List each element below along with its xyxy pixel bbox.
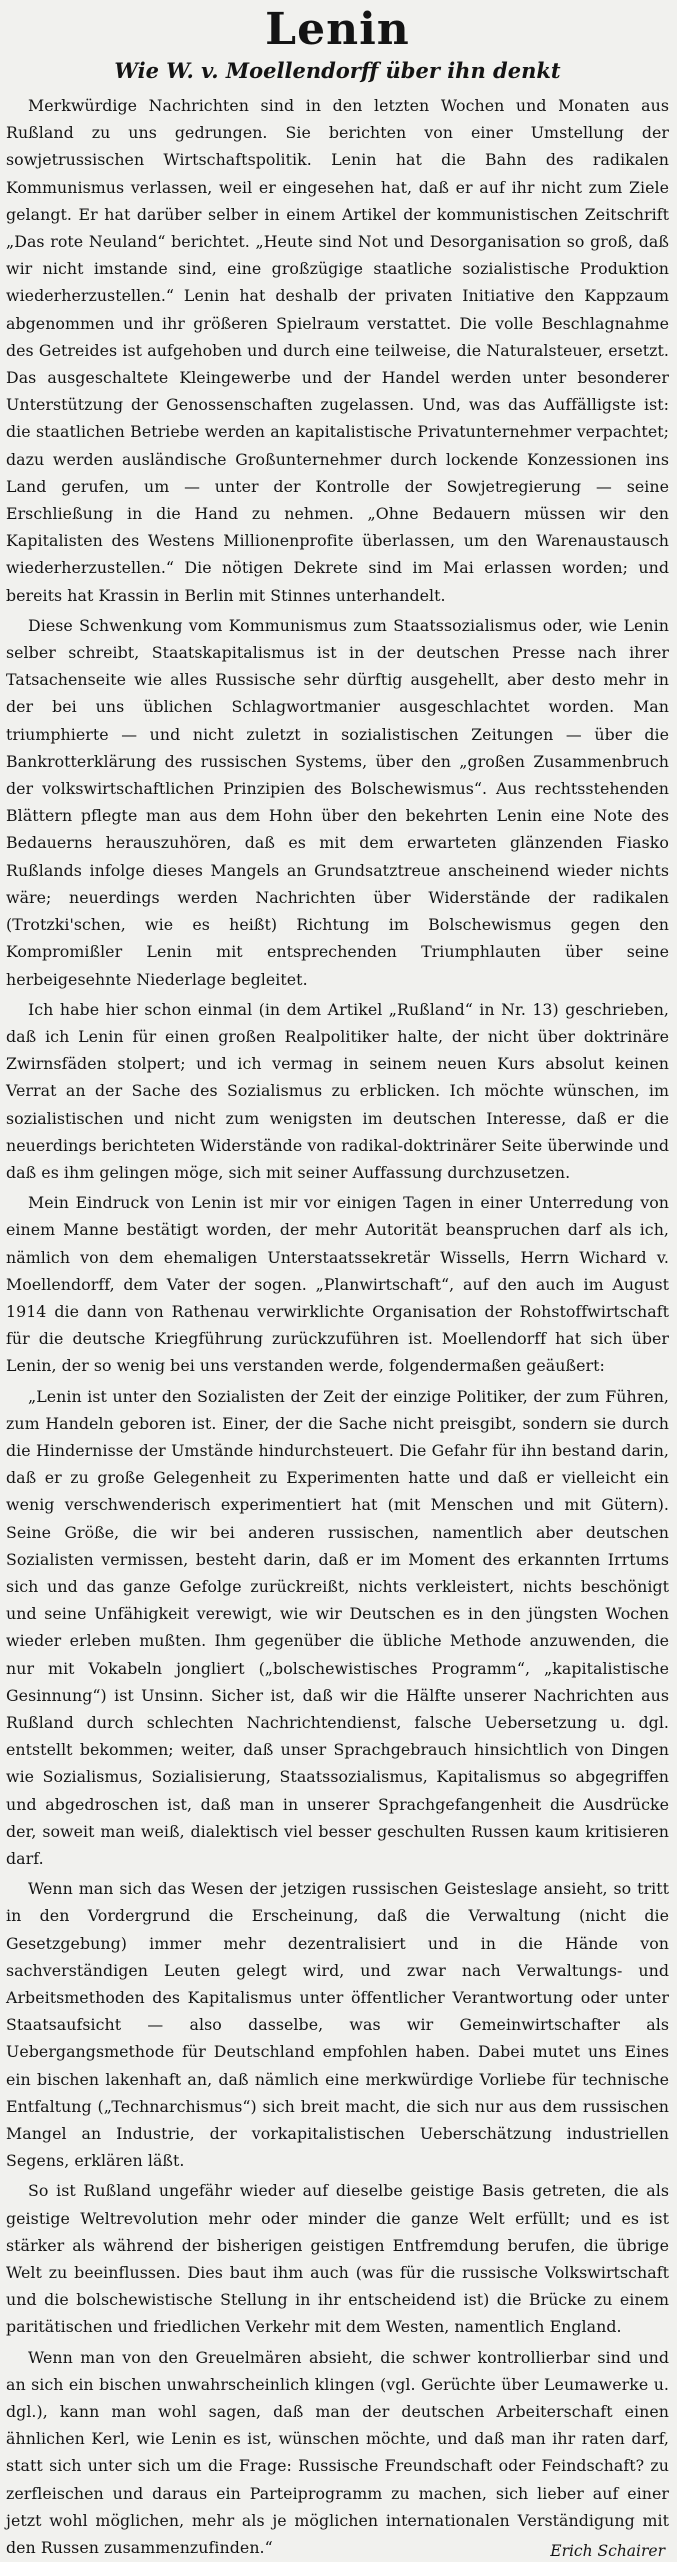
article-paragraph: Merkwürdige Nachrichten sind in den letzten Wochen und Monaten aus Rußland zu uns gedrungen. Sie berichten von einer Umstellung der sowjetrussischen Wirtschaftspolitik. Lenin hat die Bahn des radikalen Kommunismus verlassen, weil er eingesehen hat, daß er auf ihr nicht zum Ziele gelangt. Er hat darüber selber in einem Artikel der kommunistischen Zeitschrift „Das rote Neuland“ berichtet. „Heute sind Not und Desorganisation so groß, daß wir nicht imstande sind, eine großzügige staatliche sozialistische Produktion wiederherzustellen.“ Lenin hat deshalb der privaten Initiative den Kappzaum abgenommen und ihr größeren Spielraum verstattet. Die volle Beschlagnahme des Getreides ist aufgehoben und durch eine teilweise, die Naturalsteuer, ersetzt. Das ausgeschaltete Kleingewerbe und der Handel werden unter besonderer Unterstützung der Genossenschaften zugelassen. Und, was das Auffälligste ist: die staatlichen Betriebe werden an kapitalistische Privatunternehmer verpachtet; dazu werden ausländische Großunternehmer durch lockende Konzessionen ins Land gerufen, um — unter der Kontrolle der Sowjetregierung — seine Erschließung in die Hand zu nehmen. „Ohne Bedauern müssen wir den Kapitalisten des Westens Millionenprofite überlassen, um den Warenaustausch wiederherzustellen.“ Die nötigen Dekrete sind im Mai erlassen worden; und bereits hat Krassin in Berlin mit Stinnes unterhandelt. [6,96,669,605]
article-headline: Lenin [265,4,410,55]
article-quote-paragraph: Wenn man von den Greuelmären absieht, die schwer kontrollierbar sind und an sich ein bischen unwahrscheinlich klingen (vgl. Gerüchte über Leumawerke u. dgl.), kann man wohl sagen, daß man der deutschen Arbeiterschaft einen ähnlichen Kerl, wie Lenin es ist, wünschen möchte, und daß man ihr raten darf, statt sich unter sich um die Frage: Russische Freundschaft oder Feindschaft? zu zerfleischen und daraus ein Parteiprogramm zu machen, sich lieber auf einer jetzt wohl möglichen, mehr als je möglichen internationalen Verständigung mit den Russen zusammenzufinden.“ [6,2347,669,2558]
article-quote-paragraph: So ist Rußland ungefähr wieder auf dieselbe geistige Basis getreten, die als geistige Weltrevolution mehr oder minder die ganze Welt erfüllt; und es ist stärker als während der bisherigen geistigen Entfremdung berufen, die übrige Welt zu beeinflussen. Dies baut ihm auch (was für die russische Volkswirtschaft und die bolschewistische Stellung in ihr entscheidend ist) die Brücke zu einem paritätischen und friedlichen Verkehr mit dem Westen, namentlich England. [6,2181,669,2337]
article-paragraph: Ich habe hier schon einmal (in dem Artikel „Rußland“ in Nr. 13) geschrieben, daß ich Lenin für einen großen Realpolitiker halte, der nicht über doktrinäre Zwirnsfäden stolpert; und ich vermag in seinem neuen Kurs absolut keinen Verrat an der Sache des Sozialismus zu erblicken. Ich möchte wünschen, im sozialistischen und nicht zum wenigsten im deutschen Interesse, daß er die neuerdings berichteten Widerstände von radikal-doktrinärer Seite überwinde und daß es ihm gelingen möge, sich mit seiner Auffassung durchzusetzen. [6,999,669,1182]
author-signature: Erich Schairer [550,2542,665,2561]
article-paragraph: Diese Schwenkung vom Kommunismus zum Staatssozialismus oder, wie Lenin selber schreibt, Staatskapitalismus ist in der deutschen Presse nach ihrer Tatsachenseite wie alles Russische sehr dürftig ausgehellt, aber desto mehr in der bei uns üblichen Schlagwortmanier ausgeschlachtet worden. Man triumphierte — und nicht zuletzt in sozialistischen Zeitungen — über die Bankrotterklärung des russischen Systems, über den „großen Zusammenbruch der volkswirtschaftlichen Prinzipien des Bolschewismus“. Aus rechtsstehenden Blättern pflegte man aus dem Hohn über den bekehrten Lenin eine Note des Bedauerns herauszuhören, daß es mit dem erwarteten glänzenden Fiasko Rußlands infolge dieses Mangels an Grundsatztreue anscheinend wieder nichts wäre; neuerdings werden Nachrichten über Widerstände der radikalen (Trotzki'schen, wie es heißt) Richtung im Bolschewismus gegen den Kompromißler Lenin mit entsprechenden Triumphlauten über seine herbeigesehnte Niederlage begleitet. [6,615,669,989]
article-body [6,92,669,2561]
article-subheadline: Wie W. v. Moellendorff über ihn denkt [114,58,561,83]
article-paragraph: Mein Eindruck von Lenin ist mir vor einigen Tagen in einer Unterredung von einem Manne bestätigt worden, der mehr Autorität beanspruchen darf als ich, nämlich von dem ehemaligen Unterstaatssekretär Wissells, Herrn Wichard v. Moellendorff, dem Vater der sogen. „Planwirtschaft“, auf den auch im August 1914 die dann von Rathenau verwirklichte Organisation der Rohstoffwirtschaft für die deutsche Kriegführung zurückzuführen ist. Moellendorff hat sich über Lenin, der so wenig bei uns verstanden werde, folgendermaßen geäußert: [6,1193,669,1376]
article-quote-paragraph: „Lenin ist unter den Sozialisten der Zeit der einzige Politiker, der zum Führen, zum Handeln geboren ist. Einer, der die Sache nicht preisgibt, sondern sie durch die Hindernisse der Umstände hindurchsteuert. Die Gefahr für ihn bestand darin, daß er zu große Gelegenheit zu Experimenten hatte und daß er vielleicht ein wenig verschwenderisch experimentiert hat (mit Menschen und mit Gütern). Seine Größe, die wir bei anderen russischen, namentlich aber deutschen Sozialisten vermissen, besteht darin, daß er im Moment des erkannten Irrtums sich und das ganze Gefolge zurückreißt, nichts verkleistert, nichts beschönigt und seine Unfähigkeit verewigt, wie wir Deutschen es in den jüngsten Wochen wieder erleben mußten. Ihm gegenüber die übliche Methode anzuwenden, die nur mit Vokabeln jongliert („bolschewistisches Programm“, „kapitalistische Gesinnung“) ist Unsinn. Sicher ist, daß wir die Hälfte unserer Nachrichten aus Rußland durch schlechten Nachrichtendienst, falsche Uebersetzung u. dgl. entstellt bekommen; weiter, daß unser Sprachgebrauch hinsichtlich von Dingen wie Sozialismus, Sozialisierung, Staatssozialismus, Kapitalismus so abgegriffen und abgedroschen ist, daß man in unserer Sprachgefangenheit die Ausdrücke der, soweit man weiß, dialektisch viel besser geschulten Russen kaum kritisieren darf. [6,1386,669,1868]
article-quote-paragraph: Wenn man sich das Wesen der jetzigen russischen Geisteslage ansieht, so tritt in den Vordergrund die Erscheinung, daß die Verwaltung (nicht die Gesetzgebung) immer mehr dezentralisiert und in die Hände von sachverständigen Leuten gelegt wird, und zwar nach Verwaltungs- und Arbeitsmethoden des Kapitalismus unter öffentlicher Verantwortung oder unter Staatsaufsicht — also dasselbe, was wir Gemeinwirtschafter als Uebergangsmethode für Deutschland empfohlen haben. Dabei mutet uns Eines ein bischen lakenhaft an, daß nämlich eine merkwürdige Vorliebe für technische Entfaltung („Technarchismus“) sich breit macht, die sich nur aus dem russischen Mangel an Industrie, der vorkapitalistischen Ueberschätzung industriellen Segens, erklären läßt. [6,1879,669,2171]
